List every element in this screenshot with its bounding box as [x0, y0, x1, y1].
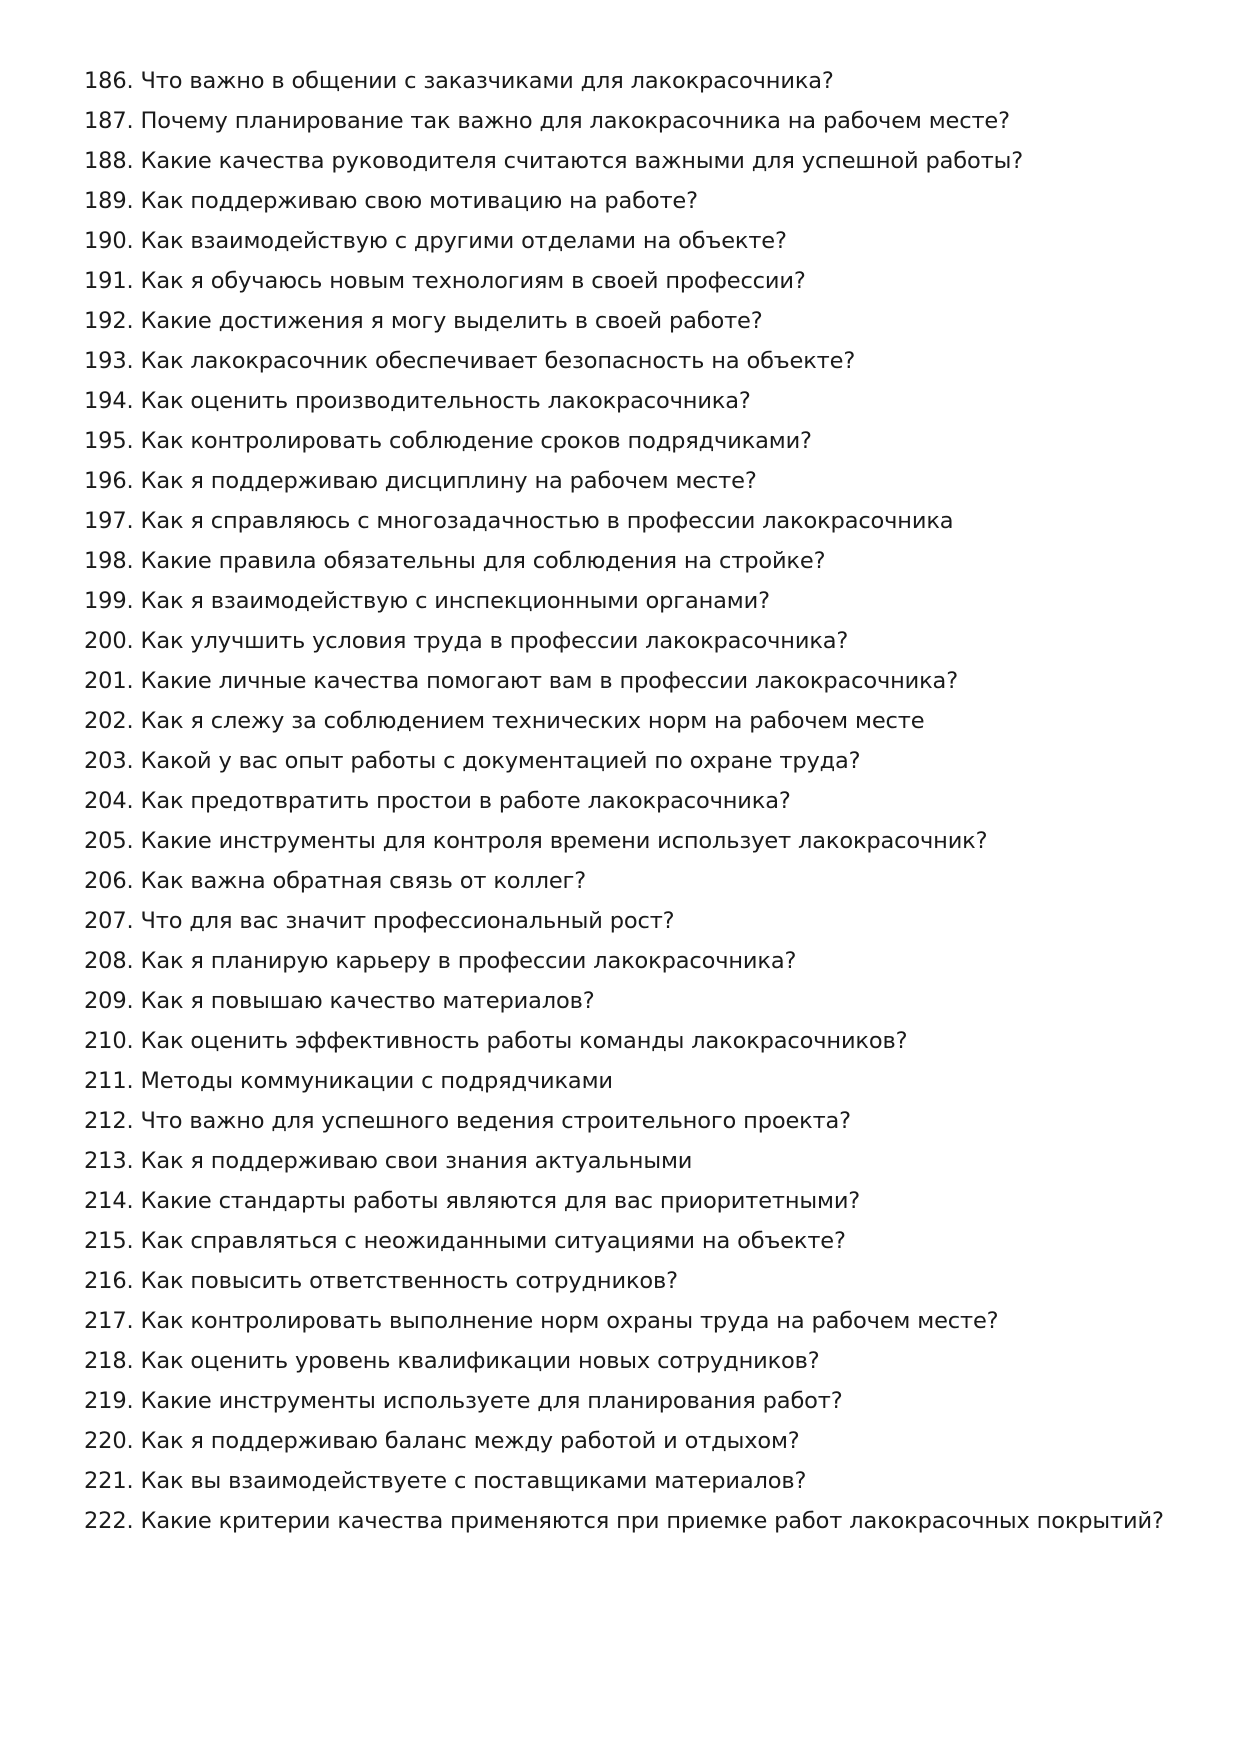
question-item: 204. Как предотвратить простои в работе лакокрасочника?	[84, 788, 791, 814]
question-item: 186. Что важно в общении с заказчиками для лакокрасочника?	[84, 68, 834, 94]
question-item: 188. Какие качества руководителя считаются важными для успешной работы?	[84, 148, 1023, 174]
question-item: 195. Как контролировать соблюдение сроков подрядчиками?	[84, 428, 812, 454]
question-item: 219. Какие инструменты используете для планирования работ?	[84, 1388, 843, 1414]
question-item: 215. Как справляться с неожиданными ситуациями на объекте?	[84, 1228, 846, 1254]
question-item: 206. Как важна обратная связь от коллег?	[84, 868, 587, 894]
question-item: 193. Как лакокрасочник обеспечивает безопасность на объекте?	[84, 348, 856, 374]
question-item: 198. Какие правила обязательны для соблюдения на стройке?	[84, 548, 826, 574]
question-item: 197. Как я справляюсь с многозадачностью в профессии лакокрасочника	[84, 508, 954, 534]
question-item: 189. Как поддерживаю свою мотивацию на работе?	[84, 188, 698, 214]
question-item: 191. Как я обучаюсь новым технологиям в своей профессии?	[84, 268, 806, 294]
question-item: 212. Что важно для успешного ведения строительного проекта?	[84, 1108, 851, 1134]
question-item: 200. Как улучшить условия труда в профессии лакокрасочника?	[84, 628, 849, 654]
question-item: 199. Как я взаимодействую с инспекционными органами?	[84, 588, 770, 614]
question-item: 207. Что для вас значит профессиональный рост?	[84, 908, 675, 934]
question-item: 192. Какие достижения я могу выделить в своей работе?	[84, 308, 763, 334]
question-item: 190. Как взаимодействую с другими отделами на объекте?	[84, 228, 787, 254]
question-item: 214. Какие стандарты работы являются для вас приоритетными?	[84, 1188, 861, 1214]
question-item: 208. Как я планирую карьеру в профессии лакокрасочника?	[84, 948, 797, 974]
question-item: 187. Почему планирование так важно для лакокрасочника на рабочем месте?	[84, 108, 1010, 134]
question-list	[84, 61, 1164, 1541]
question-item: 222. Какие критерии качества применяются при приемке работ лакокрасочных покрытий?	[84, 1508, 1164, 1534]
question-item: 201. Какие личные качества помогают вам в профессии лакокрасочника?	[84, 668, 958, 694]
question-item: 216. Как повысить ответственность сотрудников?	[84, 1268, 678, 1294]
question-item: 218. Как оценить уровень квалификации новых сотрудников?	[84, 1348, 820, 1374]
question-item: 205. Какие инструменты для контроля времени использует лакокрасочник?	[84, 828, 988, 854]
question-item: 213. Как я поддерживаю свои знания актуальными	[84, 1148, 693, 1174]
question-item: 210. Как оценить эффективность работы команды лакокрасочников?	[84, 1028, 908, 1054]
question-item: 209. Как я повышаю качество материалов?	[84, 988, 595, 1014]
question-item: 211. Методы коммуникации с подрядчиками	[84, 1068, 613, 1094]
question-item: 217. Как контролировать выполнение норм охраны труда на рабочем месте?	[84, 1308, 999, 1334]
question-item: 202. Как я слежу за соблюдением технических норм на рабочем месте	[84, 708, 925, 734]
question-item: 221. Как вы взаимодействуете с поставщиками материалов?	[84, 1468, 807, 1494]
question-item: 203. Какой у вас опыт работы с документацией по охране труда?	[84, 748, 861, 774]
question-item: 194. Как оценить производительность лакокрасочника?	[84, 388, 751, 414]
question-item: 220. Как я поддерживаю баланс между работой и отдыхом?	[84, 1428, 800, 1454]
question-item: 196. Как я поддерживаю дисциплину на рабочем месте?	[84, 468, 757, 494]
